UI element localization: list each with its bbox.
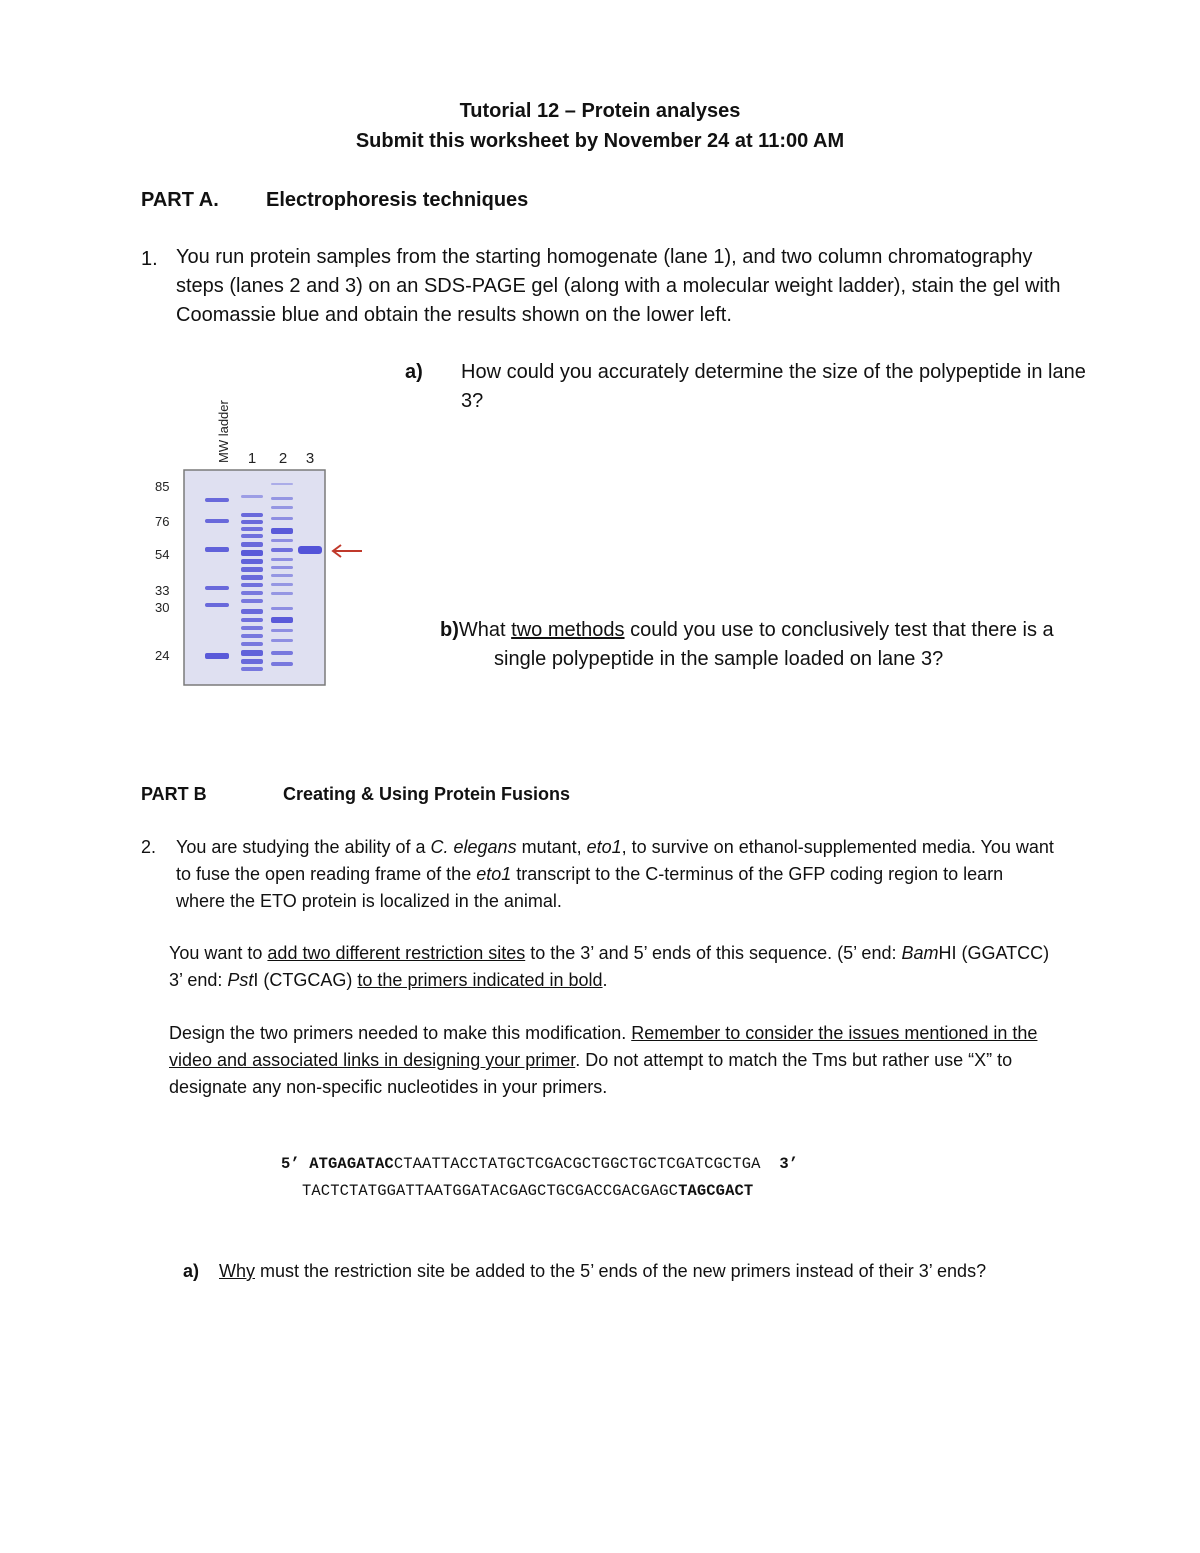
lane-1-band — [241, 626, 263, 630]
lane-label-2: 2 — [278, 450, 288, 467]
q2-l3: where the ETO protein is localized in the animal. — [176, 891, 562, 911]
restriction-sites-paragraph — [169, 940, 1159, 994]
q1-line: steps (lanes 2 and 3) on an SDS-PAGE gel (along with a molecular weight ladder), stain the gel with — [176, 275, 1061, 297]
qa-label: a) — [405, 361, 423, 383]
psti-site: I (CTGCAG) — [253, 970, 358, 990]
q2-l1-pre: You are studying the ability of a — [176, 837, 431, 857]
lane-1-band — [241, 591, 263, 595]
ladder-band — [205, 519, 229, 523]
q2-number: 2. — [141, 837, 157, 857]
lane-1-band — [241, 527, 263, 531]
lane-1-band — [241, 513, 263, 517]
psti-enzyme: Pst — [227, 970, 254, 990]
dna-top-strand — [281, 1155, 798, 1173]
lane-1-band — [241, 534, 263, 538]
lane-1-band — [241, 550, 263, 556]
lane-1-band — [241, 542, 263, 547]
lane-1-band — [241, 634, 263, 638]
q2a-label: a) — [183, 1261, 200, 1281]
lane-2-band — [271, 566, 293, 569]
lane-3-bands — [298, 546, 322, 554]
top-5-prime: 5’ — [281, 1155, 310, 1173]
bamhi-enzyme: Bam — [901, 943, 939, 963]
page-subtitle: Submit this worksheet by November 24 at 11:00 AM — [355, 130, 845, 152]
top-bold-region: ATGAGATAC — [309, 1155, 394, 1173]
lane-2-band — [271, 506, 293, 509]
ladder-label: MW ladder — [216, 400, 231, 463]
lane-label-3: 3 — [305, 450, 315, 467]
mw-marker-85: 85 — [155, 479, 170, 494]
ladder-band — [205, 547, 229, 552]
bottom-sequence: TACTCTATGGATTAATGGATACGAGCTGCGACCGACGAGC — [302, 1182, 679, 1200]
top-3-prime: 3’ — [760, 1155, 799, 1173]
lane-1-band — [241, 659, 263, 664]
bottom-bold-region: TAGCGACT — [678, 1182, 754, 1200]
q2-l1-mid: mutant, — [516, 837, 587, 857]
lane-1-band — [241, 520, 263, 524]
sites-l1-underlined: add two different restriction sites — [267, 943, 526, 963]
design-l2-post: . Do not attempt to match the Tms but rather use “X” to — [575, 1050, 1013, 1070]
dna-bottom-strand — [302, 1182, 753, 1200]
qb-text — [440, 616, 1160, 674]
top-sequence: CTAATTACCTATGCTCGACGCTGGCTGCTCGATCGCTGA — [393, 1155, 761, 1173]
lane-1-bands — [241, 495, 263, 671]
qa-text — [461, 358, 1161, 416]
lane-2-band — [271, 617, 293, 623]
lane-2-band — [271, 639, 293, 642]
sds-page-gel-figure — [140, 385, 380, 695]
sites-l1-pre: You want to — [169, 943, 268, 963]
red-arrow-icon — [333, 545, 362, 557]
q2a-underlined: Why — [219, 1261, 255, 1281]
design-l2-underlined: video and associated links in designing your primer — [169, 1050, 576, 1070]
qb-line2: single polypeptide in the sample loaded on lane 3? — [494, 648, 944, 670]
mw-marker-24: 24 — [155, 648, 170, 663]
lane-1-band — [241, 642, 263, 646]
ladder-band — [205, 653, 229, 659]
sites-l2-pre: 3’ end: — [169, 970, 228, 990]
lane-1-band — [241, 559, 263, 564]
design-l1-pre: Design the two primers needed to make this modification. — [169, 1023, 632, 1043]
lane-1-band — [241, 599, 263, 603]
lane-2-band — [271, 592, 293, 595]
lane-1-band — [241, 575, 263, 580]
q1-line: You run protein samples from the starting homogenate (lane 1), and two column chromatography — [176, 246, 1033, 268]
lane-2-band — [271, 497, 293, 500]
q2-gene: eto1 — [586, 837, 622, 857]
lane-1-band — [241, 567, 263, 572]
ladder-band — [205, 586, 229, 590]
q1-line: Coomassie blue and obtain the results shown on the lower left. — [176, 304, 732, 326]
q2a-text — [219, 1258, 1179, 1285]
lane-2-band — [271, 607, 293, 610]
q2-text — [176, 834, 1156, 915]
ladder-band — [205, 603, 229, 607]
qb-label: b) — [440, 619, 459, 641]
qb-pre: What — [458, 619, 512, 641]
lane-2-band — [271, 629, 293, 632]
part-a-label: PART A. — [141, 189, 219, 211]
mw-marker-30: 30 — [155, 600, 170, 615]
q1-number: 1. — [141, 248, 158, 270]
qb-underlined: two methods — [511, 619, 625, 641]
mw-marker-33: 33 — [155, 583, 170, 598]
lane-2-band — [271, 651, 293, 655]
q2-l2-pre: to fuse the open reading frame of the — [176, 864, 477, 884]
lane-1-band — [241, 583, 263, 587]
q2-l1-post: , to survive on ethanol-supplemented media. You want — [621, 837, 1054, 857]
mw-marker-76: 76 — [155, 514, 170, 529]
qa-line: How could you accurately determine the size of the polypeptide in lane — [461, 361, 1086, 383]
lane-1-band — [241, 650, 263, 656]
lane-2-band — [271, 558, 293, 561]
sites-l1-mid: to the 3’ and 5’ ends of this sequence. (5’ end: — [525, 943, 902, 963]
q2-l2-post: transcript to the C-terminus of the GFP coding region to learn — [511, 864, 1004, 884]
lane-3-band — [298, 546, 322, 554]
q2-species: C. elegans — [430, 837, 517, 857]
lane-2-band — [271, 662, 293, 666]
lane-2-band — [271, 539, 293, 542]
design-l1-underlined: Remember to consider the issues mentioned in the — [631, 1023, 1038, 1043]
lane-1-band — [241, 495, 263, 498]
q2-gene: eto1 — [476, 864, 512, 884]
lane-1-band — [241, 618, 263, 622]
part-a-heading: Electrophoresis techniques — [266, 189, 529, 211]
lane-2-band — [271, 528, 293, 534]
lane-2-band — [271, 517, 293, 520]
lane-2-band — [271, 583, 293, 586]
part-b-label: PART B — [141, 784, 207, 804]
mw-marker-54: 54 — [155, 547, 170, 562]
q2a-rest: must the restriction site be added to the 5’ ends of the new primers instead of their 3’ ends? — [255, 1261, 987, 1281]
part-b-heading: Creating & Using Protein Fusions — [283, 784, 571, 804]
bamhi-site: HI (GGATCC) — [938, 943, 1050, 963]
lane-1-band — [241, 667, 263, 671]
lane-label-1: 1 — [247, 450, 257, 467]
qb-post: could you use to conclusively test that there is a — [624, 619, 1054, 641]
ladder-band — [205, 498, 229, 502]
design-l3: designate any non-specific nucleotides in your primers. — [169, 1077, 608, 1097]
sites-l2-post: . — [602, 970, 608, 990]
page-title: Tutorial 12 – Protein analyses — [459, 100, 741, 122]
qa-line: 3? — [461, 390, 484, 412]
sites-l2-underlined: to the primers indicated in bold — [357, 970, 603, 990]
lane-1-band — [241, 609, 263, 614]
q1-text — [176, 243, 1166, 330]
lane-2-band — [271, 483, 293, 485]
lane-2-band — [271, 574, 293, 577]
lane-2-band — [271, 548, 293, 552]
design-paragraph — [169, 1020, 1159, 1101]
